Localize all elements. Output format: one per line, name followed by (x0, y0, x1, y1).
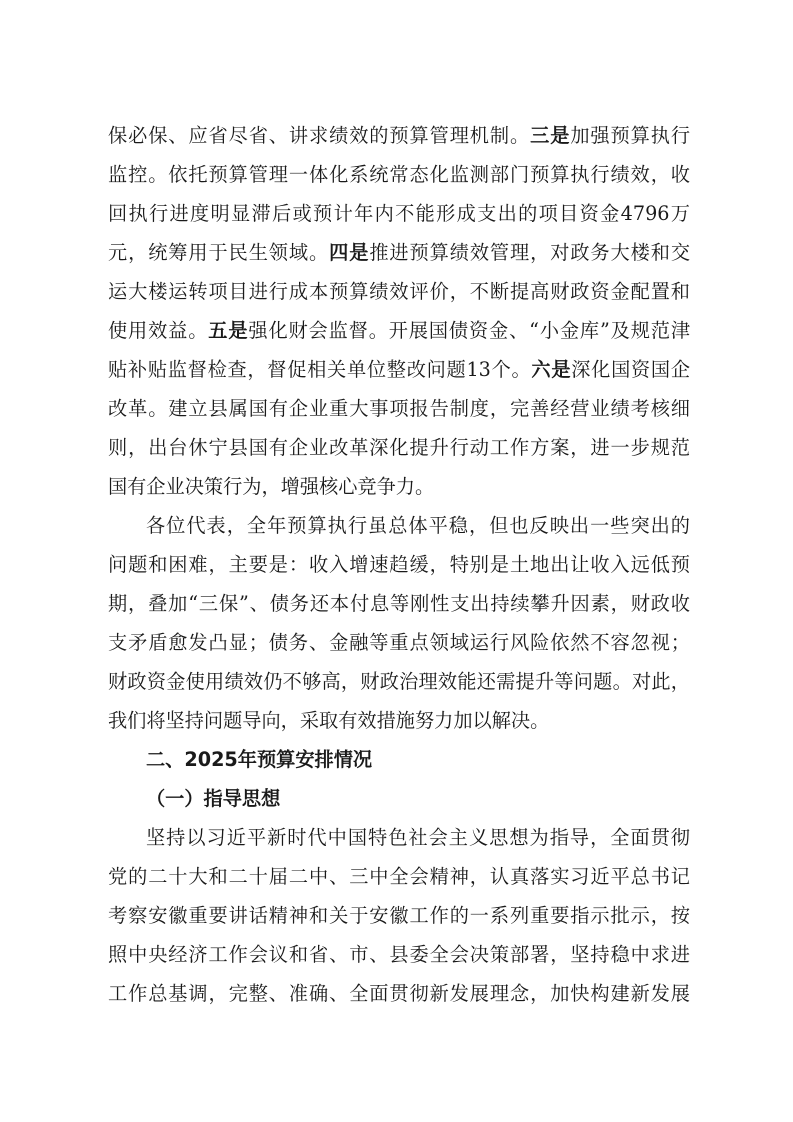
text-line (108, 276, 690, 308)
text-line (108, 393, 690, 425)
text-segment: 期，叠加“三保”、债务还本付息等刚性支出持续攀升因素，财政收 (108, 592, 690, 615)
text-segment: 深化国资国企 (571, 358, 690, 381)
text-line (108, 705, 690, 737)
text-segment: 我们将坚持问题导向，采取有效措施努力加以解决。 (108, 709, 550, 732)
subsection-heading (146, 783, 690, 815)
text-line (108, 354, 690, 386)
text-line (108, 198, 690, 230)
paragraph-first-line (146, 822, 690, 854)
text-segment: 问题和困难，主要是：收入增速趋缓，特别是土地出让收入远低预 (108, 553, 690, 576)
text-segment: 支矛盾愈发凸显；债务、金融等重点领域运行风险依然不容忽视； (108, 631, 690, 654)
emphasis-text: 四是 (329, 241, 370, 264)
text-segment: 各位代表，全年预算执行虽总体平稳，但也反映出一些突出的 (146, 514, 690, 537)
emphasis-text: 六是 (531, 358, 572, 381)
text-segment: 坚持以习近平新时代中国特色社会主义思想为指导，全面贯彻 (146, 826, 690, 849)
emphasis-text: 三是 (530, 124, 571, 147)
text-line (108, 666, 690, 698)
emphasis-text: 五是 (208, 319, 249, 342)
text-line (108, 588, 690, 620)
text-segment: 二、2025年预算安排情况 (146, 748, 373, 771)
text-line (108, 978, 690, 1010)
text-line (108, 900, 690, 932)
text-segment: 强化财会监督。开展国债资金、“小金库”及规范津 (248, 319, 690, 342)
text-segment: 照中央经济工作会议和省、市、县委全会决策部署，坚持稳中求进 (108, 943, 690, 966)
text-line (108, 120, 690, 152)
text-segment: 财政资金使用绩效仍不够高，财政治理效能还需提升等问题。对此， (108, 670, 690, 693)
text-segment: 国有企业决策行为，增强核心竞争力。 (108, 475, 435, 498)
text-segment: 则，出台休宁县国有企业改革深化提升行动工作方案，进一步规范 (108, 436, 690, 459)
text-segment: 加强预算执行 (570, 124, 690, 147)
text-segment: 推进预算绩效管理，对政务大楼和交 (369, 241, 690, 264)
text-line (108, 627, 690, 659)
text-segment: 元，统筹用于民生领域。 (108, 241, 330, 264)
text-segment: 工作总基调，完整、准确、全面贯彻新发展理念，加快构建新发展 (108, 982, 690, 1005)
text-line (108, 549, 690, 581)
text-segment: （一）指导思想 (146, 787, 281, 810)
text-segment: 使用效益。 (108, 319, 209, 342)
text-segment: 党的二十大和二十届二中、三中全会精神，认真落实习近平总书记 (108, 865, 690, 888)
paragraph-first-line (146, 510, 690, 542)
text-line (108, 432, 690, 464)
section-heading (146, 744, 690, 776)
text-segment: 考察安徽重要讲话精神和关于安徽工作的一系列重要指示批示，按 (108, 904, 690, 927)
text-segment: 贴补贴监督检查，督促相关单位整改问题13个。 (108, 358, 532, 381)
text-line (108, 861, 690, 893)
text-segment: 改革。建立县属国有企业重大事项报告制度，完善经营业绩考核细 (108, 397, 690, 420)
text-segment: 回执行进度明显滞后或预计年内不能形成支出的项目资金4796万 (108, 202, 690, 225)
text-line (108, 237, 690, 269)
text-segment: 运大楼运转项目进行成本预算绩效评价，不断提高财政资金配置和 (108, 280, 690, 303)
text-line (108, 315, 690, 347)
text-segment: 保必保、应省尽省、讲求绩效的预算管理机制。 (108, 124, 531, 147)
text-line (108, 159, 690, 191)
text-line (108, 471, 690, 503)
text-segment: 监控。依托预算管理一体化系统常态化监测部门预算执行绩效，收 (108, 163, 690, 186)
text-line (108, 939, 690, 971)
